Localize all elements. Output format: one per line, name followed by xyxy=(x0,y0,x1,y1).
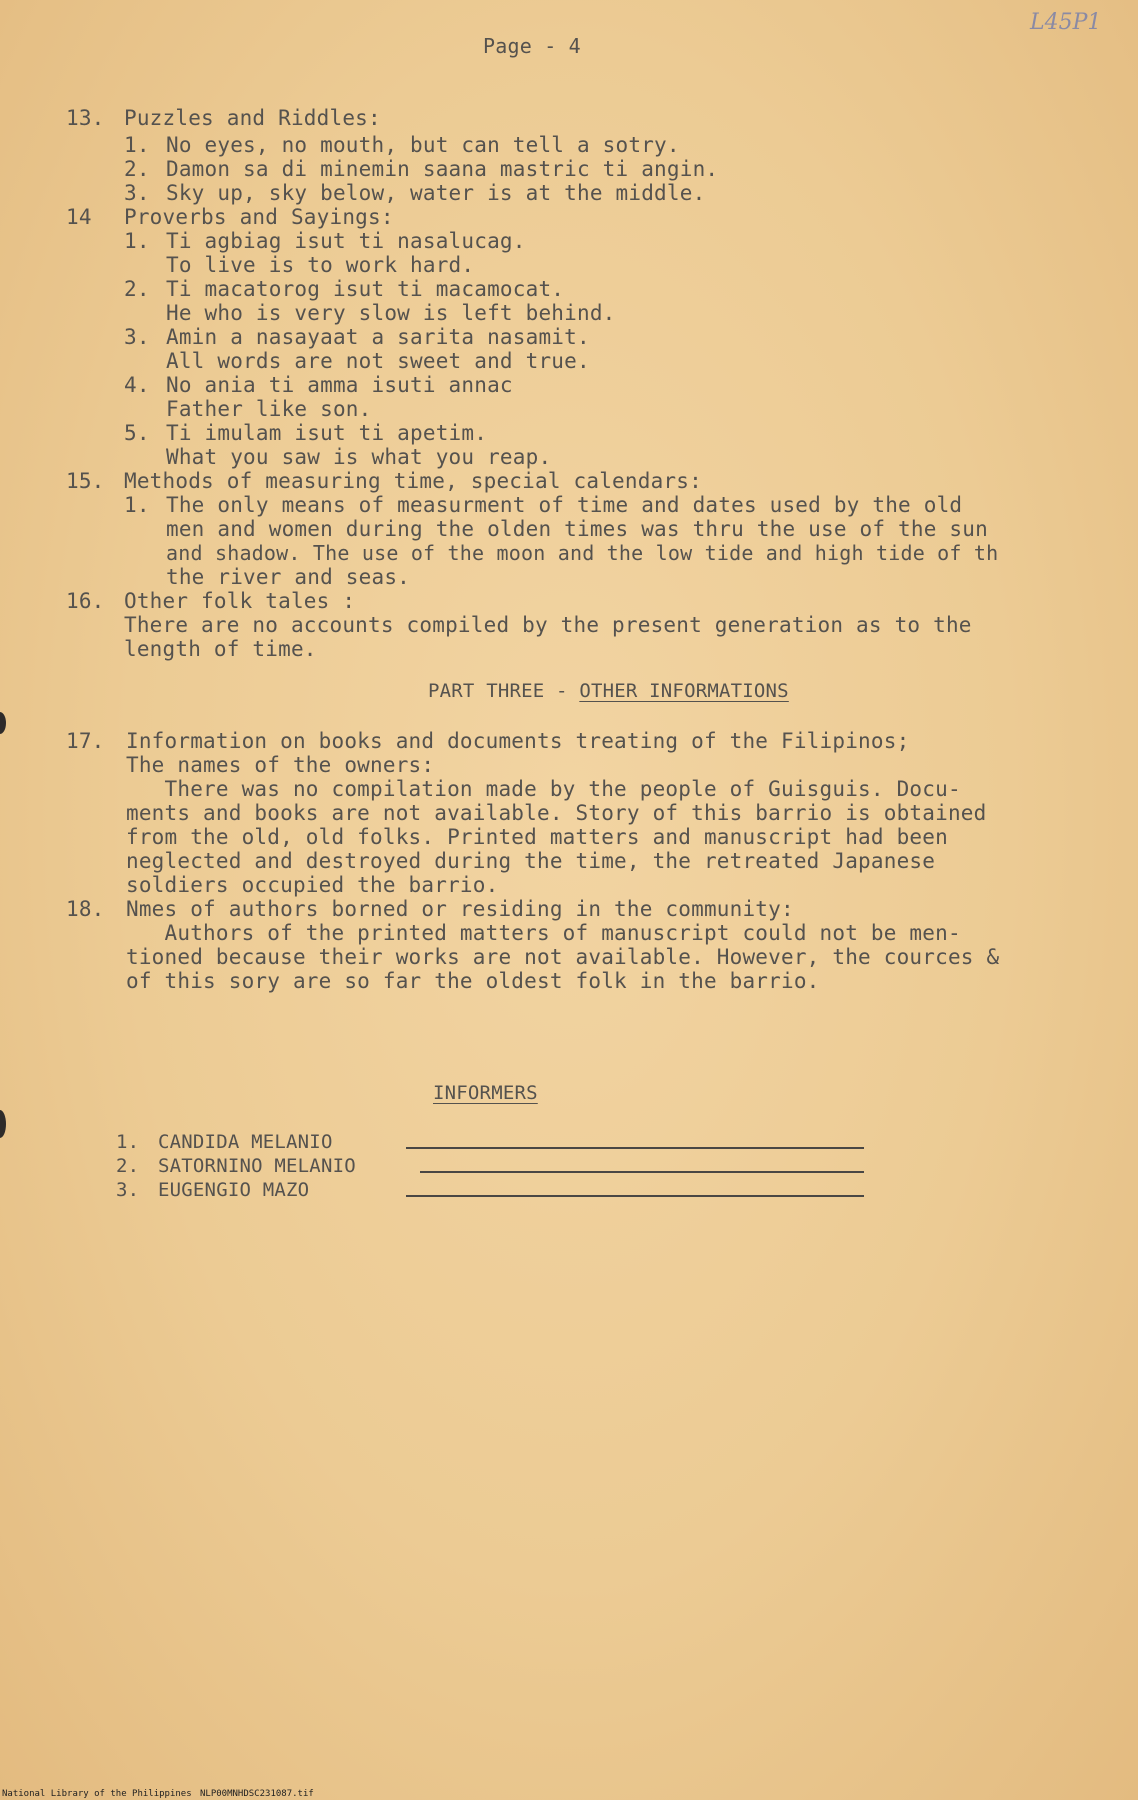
section-17-subtitle: The names of the owners: xyxy=(126,753,435,777)
paragraph-line: and shadow. The use of the moon and the low tide and high tide of th xyxy=(166,541,999,565)
proverb-text: Amin a nasayaat a sarita nasamit. xyxy=(166,325,590,349)
part-three-prefix: PART THREE - xyxy=(428,680,580,702)
footer-file-label: NLP00MNHDSC231087.tif xyxy=(200,1789,314,1799)
riddle-text: Sky up, sky below, water is at the middle. xyxy=(166,181,706,205)
handwritten-reference: L45P1 xyxy=(1030,10,1102,35)
signature-line xyxy=(420,1171,864,1173)
paragraph-line: ments and books are not available. Story of this barrio is obtained xyxy=(126,801,987,825)
paragraph-line: of this sory are so far the oldest folk in the barrio. xyxy=(126,969,820,993)
paragraph-line: the river and seas. xyxy=(166,565,411,589)
proverb-translation: What you saw is what you reap. xyxy=(166,445,552,469)
section-17-number: 17. xyxy=(66,729,105,753)
informer-number: 2. xyxy=(116,1155,140,1177)
section-15-title: Methods of measuring time, special calendars: xyxy=(124,469,702,493)
paragraph-line: soldiers occupied the barrio. xyxy=(126,873,499,897)
paragraph-line: men and women during the olden times was thru the use of the sun xyxy=(166,517,988,541)
proverb-translation: To live is to work hard. xyxy=(166,253,475,277)
list-item-number: 3. xyxy=(124,181,150,205)
signature-line xyxy=(406,1195,864,1197)
section-16-title: Other folk tales : xyxy=(124,589,356,613)
part-three-heading xyxy=(428,679,789,703)
informers-heading: INFORMERS xyxy=(433,1082,538,1104)
informer-number: 3. xyxy=(116,1179,140,1201)
paragraph-line: The only means of measurment of time and dates used by the old xyxy=(166,493,963,517)
page-number: Page - 4 xyxy=(483,34,581,58)
list-item-number: 1. xyxy=(124,493,150,517)
section-18-number: 18. xyxy=(66,897,105,921)
proverb-translation: Father like son. xyxy=(166,397,372,421)
paragraph-line: neglected and destroyed during the time, the retreated Japanese xyxy=(126,849,936,873)
binding-hole-mark xyxy=(0,1110,6,1138)
list-item-number: 5. xyxy=(124,421,150,445)
paragraph-line: tioned because their works are not available. However, the cources & xyxy=(126,945,1000,969)
section-15-number: 15. xyxy=(66,469,105,493)
informer-number: 1. xyxy=(116,1131,140,1153)
informer-name: CANDIDA MELANIO xyxy=(158,1131,333,1153)
list-item-number: 1. xyxy=(124,133,150,157)
paragraph-line: length of time. xyxy=(124,637,317,661)
section-13-title: Puzzles and Riddles: xyxy=(124,106,381,130)
section-13-number: 13. xyxy=(66,106,105,130)
proverb-text: Ti imulam isut ti apetim. xyxy=(166,421,488,445)
section-16-number: 16. xyxy=(66,589,105,613)
paragraph-line: There are no accounts compiled by the present generation as to the xyxy=(124,613,972,637)
list-item-number: 3. xyxy=(124,325,150,349)
section-14-number: 14 xyxy=(66,205,92,229)
section-17-title: Information on books and documents treating of the Filipinos; xyxy=(126,729,910,753)
section-18-title: Nmes of authors borned or residing in the community: xyxy=(126,897,794,921)
informer-name: SATORNINO MELANIO xyxy=(158,1155,356,1177)
list-item-number: 2. xyxy=(124,157,150,181)
footer-library-label: National Library of the Philippines xyxy=(2,1789,192,1799)
signature-line xyxy=(406,1147,864,1149)
list-item-number: 4. xyxy=(124,373,150,397)
proverb-text: Ti macatorog isut ti macamocat. xyxy=(166,277,565,301)
informer-name: EUGENGIO MAZO xyxy=(158,1179,310,1201)
paragraph-line: There was no compilation made by the people of Guisguis. Docu- xyxy=(126,777,961,801)
riddle-text: No eyes, no mouth, but can tell a sotry. xyxy=(166,133,680,157)
proverb-translation: All words are not sweet and true. xyxy=(166,349,590,373)
proverb-text: Ti agbiag isut ti nasalucag. xyxy=(166,229,526,253)
list-item-number: 2. xyxy=(124,277,150,301)
section-14-title: Proverbs and Sayings: xyxy=(124,205,394,229)
paragraph-line: from the old, old folks. Printed matters and manuscript had been xyxy=(126,825,948,849)
binding-hole-mark xyxy=(0,712,6,734)
list-item-number: 1. xyxy=(124,229,150,253)
riddle-text: Damon sa di minemin saana mastric ti angin. xyxy=(166,157,719,181)
paragraph-line: Authors of the printed matters of manuscript could not be men- xyxy=(126,921,961,945)
proverb-text: No ania ti amma isuti annac xyxy=(166,373,513,397)
proverb-translation: He who is very slow is left behind. xyxy=(166,301,616,325)
part-three-title: OTHER INFORMATIONS xyxy=(579,680,789,702)
